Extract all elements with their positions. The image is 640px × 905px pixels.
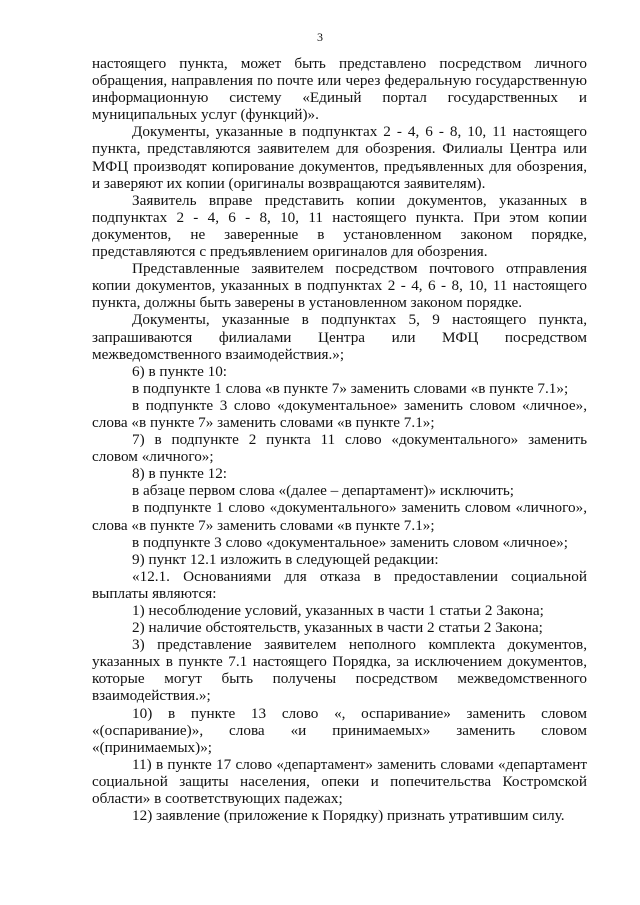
paragraph: 12) заявление (приложение к Порядку) признать утратившим силу. (132, 807, 565, 825)
paragraph: в подпункте 3 слово «документальное» заменить словом «личное», слова «в пункте 7» заменить словами «в пункте 7.1»; (92, 396, 587, 431)
paragraph: 8) в пункте 12: (132, 465, 228, 483)
paragraph: в абзаце первом слова «(далее – департамент)» исключить; (132, 482, 515, 500)
paragraph: Документы, указанные в подпунктах 2 - 4, 6 - 8, 10, 11 настоящего пункта, представляются заявителем для обозрения. Филиалы Центра или МФЦ производят копирование документов, предъявленных для обозрения, и заверяют их копии (оригиналы возвращаются заявителям). (92, 123, 587, 192)
paragraph: Документы, указанные в подпунктах 5, 9 настоящего пункта, запрашиваются филиалами Центра или МФЦ посредством межведомственного взаимодействия.»; (92, 311, 587, 363)
paragraph: 2) наличие обстоятельств, указанных в части 2 статьи 2 Закона; (132, 619, 543, 637)
paragraph: «12.1. Основаниями для отказа в предоставлении социальной выплаты являются: (92, 567, 587, 602)
page-number: 3 (317, 30, 323, 44)
paragraph: 9) пункт 12.1 изложить в следующей редакции: (132, 550, 439, 568)
paragraph: в подпункте 3 слово «документальное» заменить словом «личное»; (132, 533, 568, 551)
paragraph: 7) в подпункте 2 пункта 11 слово «документального» заменить словом «личного»; (92, 431, 587, 466)
paragraph: 11) в пункте 17 слово «департамент» заменить словами «департамент социальной защиты населения, опеки и попечительства Костромской области» в соответствующих падежах; (92, 755, 587, 808)
paragraph: настоящего пункта, может быть представлено посредством личного обращения, направления по почте или через федеральную государственную информационную систему «Единый портал государственных и муниципальных услуг (функций)». (92, 55, 587, 124)
paragraph: 6) в пункте 10: (132, 362, 228, 380)
paragraph: в подпункте 1 слова «в пункте 7» заменить словами «в пункте 7.1»; (132, 379, 569, 397)
paragraph: 1) несоблюдение условий, указанных в части 1 статьи 2 Закона; (132, 602, 544, 619)
paragraph: в подпункте 1 слово «документального» заменить словом «личного», слова «в пункте 7» заменить словами «в пункте 7.1»; (92, 499, 587, 534)
paragraph: Представленные заявителем посредством почтового отправления копии документов, указанных в подпунктах 2 - 4, 6 - 8, 10, 11 настоящего пункта, должны быть заверены в установленном законом порядке. (92, 260, 587, 312)
paragraph: 3) представление заявителем неполного комплекта документов, указанных в пункте 7.1 настоящего Порядка, за исключением документов, которые могут быть получены посредством межведомственного взаимодействия.»; (92, 636, 587, 705)
paragraph: 10) в пункте 13 слово «, оспаривание» заменить словом «(оспаривание)», слова «и принимаемых» заменить словом «(принимаемых)»; (92, 704, 587, 756)
document-body (92, 55, 587, 824)
paragraph: Заявитель вправе представить копии документов, указанных в подпунктах 2 - 4, 6 - 8, 10, 11 настоящего пункта. При этом копии документов, не заверенные в установленном законом порядке, представляются с предъявлением оригиналов для обозрения. (92, 191, 587, 261)
